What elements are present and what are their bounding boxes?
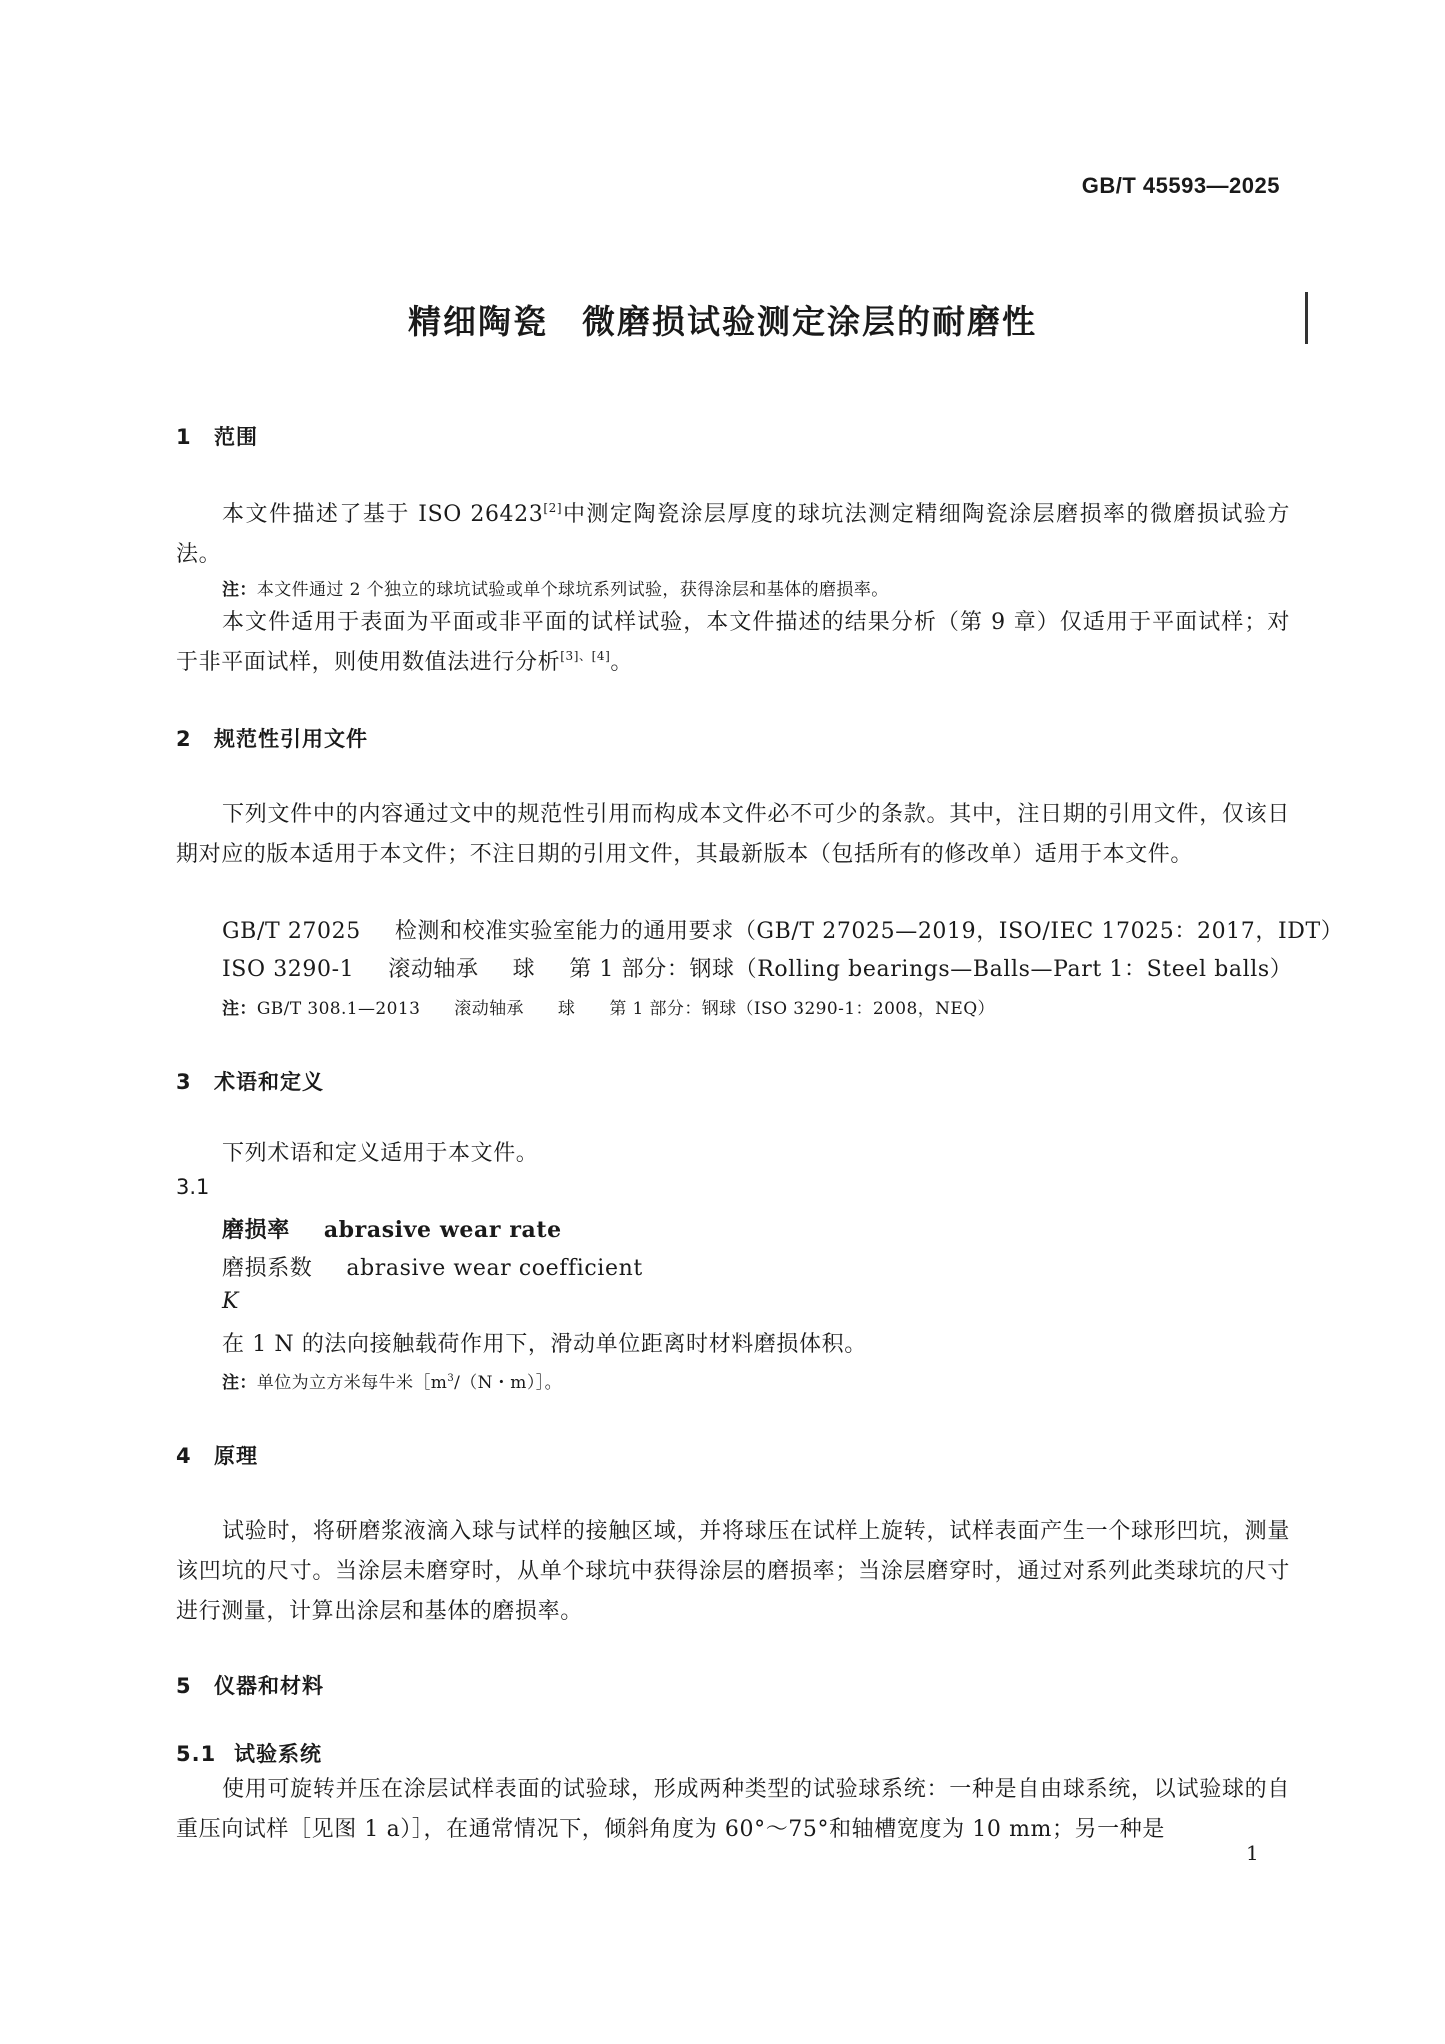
section-3-note: 注：单位为立方米每牛米$[m^3/(N$・m）］。 bbox=[222, 1373, 563, 1393]
page-number: 1 bbox=[1246, 1841, 1259, 1865]
section-4-paragraph-1: 试验时，将研磨浆液滴入球与试样的接触区域，并将球压在试样上旋转，试样表面产生一个球形凹坑，测量该凹坑的尺寸。当涂层未磨穿时，从单个球坑中获得涂层的磨损率；当涂层磨穿时，通过对系列此类球坑的尺寸进行测量，计算出涂层和基体的磨损率。 bbox=[176, 1519, 1290, 1624]
section-3-heading: 3 术语和定义 bbox=[176, 1070, 324, 1094]
document-number: GB/T 45593—2025 bbox=[1081, 173, 1280, 198]
section-5-heading: 5 仪器和材料 bbox=[176, 1674, 324, 1698]
section-4-heading: 4 原理 bbox=[176, 1444, 258, 1468]
section-2-note: 注：GB/T 308.1—2013 滚动轴承 球 第 1 部分：钢球（ISO 3290-1：2008，NEQ） bbox=[222, 999, 995, 1019]
normative-reference-1: GB/T 27025 检测和校准实验室能力的通用要求（GB/T 27025—2019，ISO/IEC 17025：2017，IDT） bbox=[222, 919, 1344, 944]
section-2-paragraph-1: 下列文件中的内容通过文中的规范性引用而构成本文件必不可少的条款。其中，注日期的引用文件，仅该日期对应的版本适用于本文件；不注日期的引用文件，其最新版本（包括所有的修改单）适用于本文件。 bbox=[176, 802, 1290, 867]
section-5-1-paragraph-1: 使用可旋转并压在涂层试样表面的试验球，形成两种类型的试验球系统：一种是自由球系统，以试验球的自重压向试样［见图 1 a）］，在通常情况下，倾斜角度为 60°～75°和轴槽宽度为 10 mm；另一种是 bbox=[176, 1777, 1290, 1842]
section-1-note: 注：本文件通过 2 个独立的球坑试验或单个球坑系列试验，获得涂层和基体的磨损率。 bbox=[222, 580, 889, 600]
section-1-heading: 1 范围 bbox=[176, 425, 258, 449]
section-1-paragraph-2: 本文件适用于表面为平面或非平面的试样试验，本文件描述的结果分析（第 9 章）仅适用于平面试样；对于非平面试样，则使用数值法进行分析[3]、[4]。 bbox=[176, 610, 1290, 675]
term-admitted: 磨损系数 abrasive wear coefficient bbox=[222, 1256, 643, 1281]
term-definition: 在 1 N 的法向接触载荷作用下，滑动单位距离时材料磨损体积。 bbox=[222, 1332, 867, 1357]
section-1-paragraph-1: 本文件描述了基于 ISO 26423[2]中测定陶瓷涂层厚度的球坑法测定精细陶瓷涂层磨损率的微磨损试验方法。 bbox=[176, 501, 1290, 567]
term-symbol: K bbox=[222, 1289, 240, 1314]
title-right: 微磨损试验测定涂层的耐磨性 bbox=[582, 302, 1037, 341]
normative-reference-2: ISO 3290-1 滚动轴承 球 第 1 部分：钢球（Rolling bearings—Balls—Part 1：Steel balls） bbox=[222, 957, 1293, 982]
citation-ref: [2] bbox=[543, 501, 563, 515]
term-number: 3.1 bbox=[176, 1175, 210, 1199]
section-5-1-heading: 5.1 试验系统 bbox=[176, 1742, 322, 1766]
document-title bbox=[0, 296, 1445, 343]
section-2-heading: 2 规范性引用文件 bbox=[176, 727, 368, 751]
title-left: 精细陶瓷 bbox=[408, 302, 548, 341]
section-3-paragraph-1: 下列术语和定义适用于本文件。 bbox=[222, 1141, 539, 1166]
citation-ref: [3]、[4] bbox=[560, 649, 611, 663]
term-preferred: 磨损率 abrasive wear rate bbox=[222, 1217, 562, 1243]
